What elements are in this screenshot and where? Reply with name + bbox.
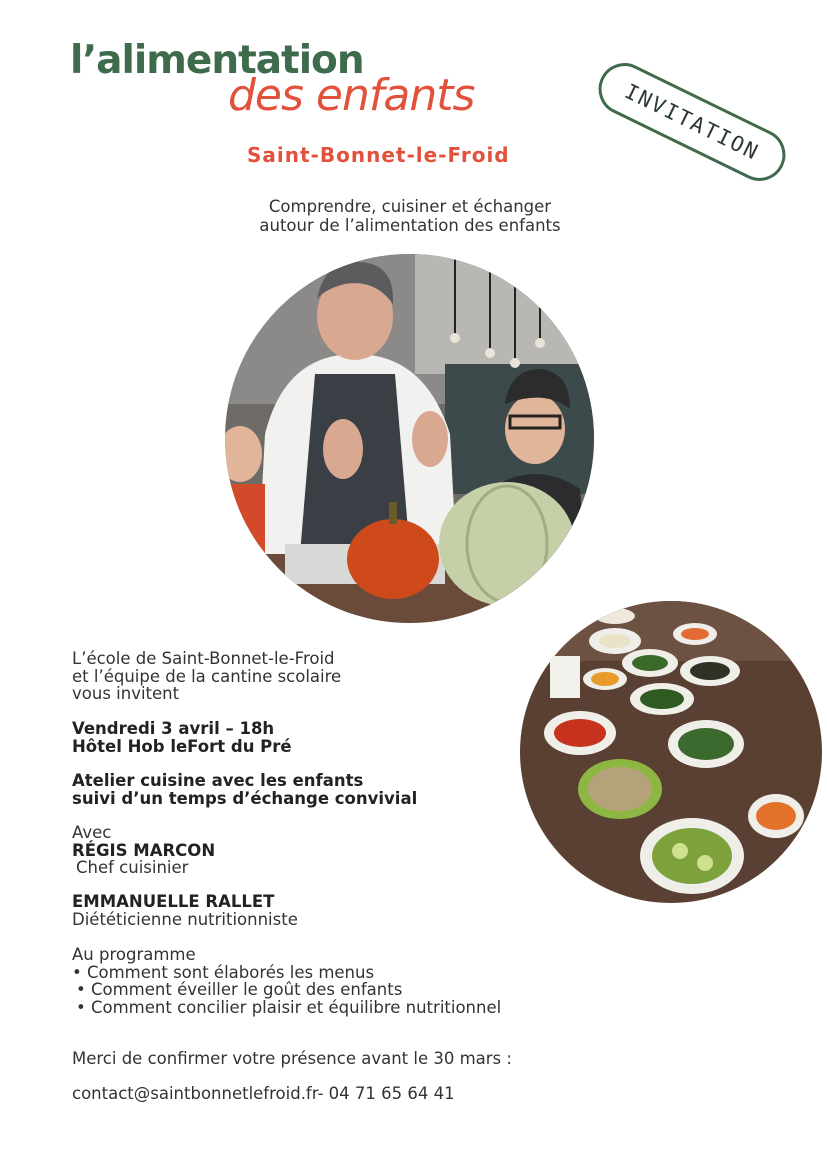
tagline [160, 197, 660, 235]
programme-item-1: • Comment sont élaborés les menus [72, 962, 375, 982]
contact-info [72, 1085, 455, 1103]
rsvp-text [72, 1050, 512, 1068]
programme-item-2: • Comment éveiller le goût des enfants [76, 980, 403, 999]
programme [72, 946, 501, 1016]
event-date: Vendredi 3 avril – 18h [72, 719, 275, 738]
tagline-line-1: Comprendre, cuisiner et échanger [268, 197, 552, 216]
speaker-1-name: RÉGIS MARCON [72, 840, 216, 860]
intro-line-2: et l’équipe de la cantine scolaire [72, 666, 342, 686]
event-venue: Hôtel Hob leFort du Pré [72, 736, 292, 756]
speaker-2-role: Diététicienne nutritionniste [72, 909, 298, 929]
activity-line-2: suivi d’un temps d’échange convivial [72, 788, 418, 808]
intro-line-1: L’école de Saint-Bonnet-le-Froid [72, 649, 335, 668]
rsvp-line: Merci de confirmer votre présence avant le 30 mars : [72, 1049, 512, 1068]
town-name: Saint-Bonnet-le-Froid [247, 143, 510, 167]
intro-line-3: vous invitent [72, 684, 180, 703]
speaker-1 [72, 824, 215, 877]
intro-text [72, 650, 341, 703]
vegetables-photo [520, 601, 822, 903]
title-line-2: des enfants [228, 70, 475, 121]
speaker-2-name: EMMANUELLE RALLET [72, 892, 275, 911]
speaker-2 [72, 893, 298, 928]
speaker-1-role: Chef cuisinier [76, 858, 189, 877]
title-line-1: l’alimentation [70, 38, 364, 83]
invitation-stamp: INVITATION [590, 54, 794, 189]
chef-photo [225, 254, 594, 623]
programme-item-3: • Comment concilier plaisir et équilibre nutritionnel [76, 997, 502, 1017]
avec-label: Avec [72, 823, 112, 842]
programme-heading: Au programme [72, 945, 196, 964]
tagline-line-2: autour de l’alimentation des enfants [259, 216, 561, 235]
activity-details [72, 772, 417, 807]
event-details [72, 720, 292, 755]
contact-line[interactable]: contact@saintbonnetlefroid.fr- 04 71 65 64 41 [72, 1084, 455, 1103]
activity-line-1: Atelier cuisine avec les enfants [72, 771, 364, 790]
